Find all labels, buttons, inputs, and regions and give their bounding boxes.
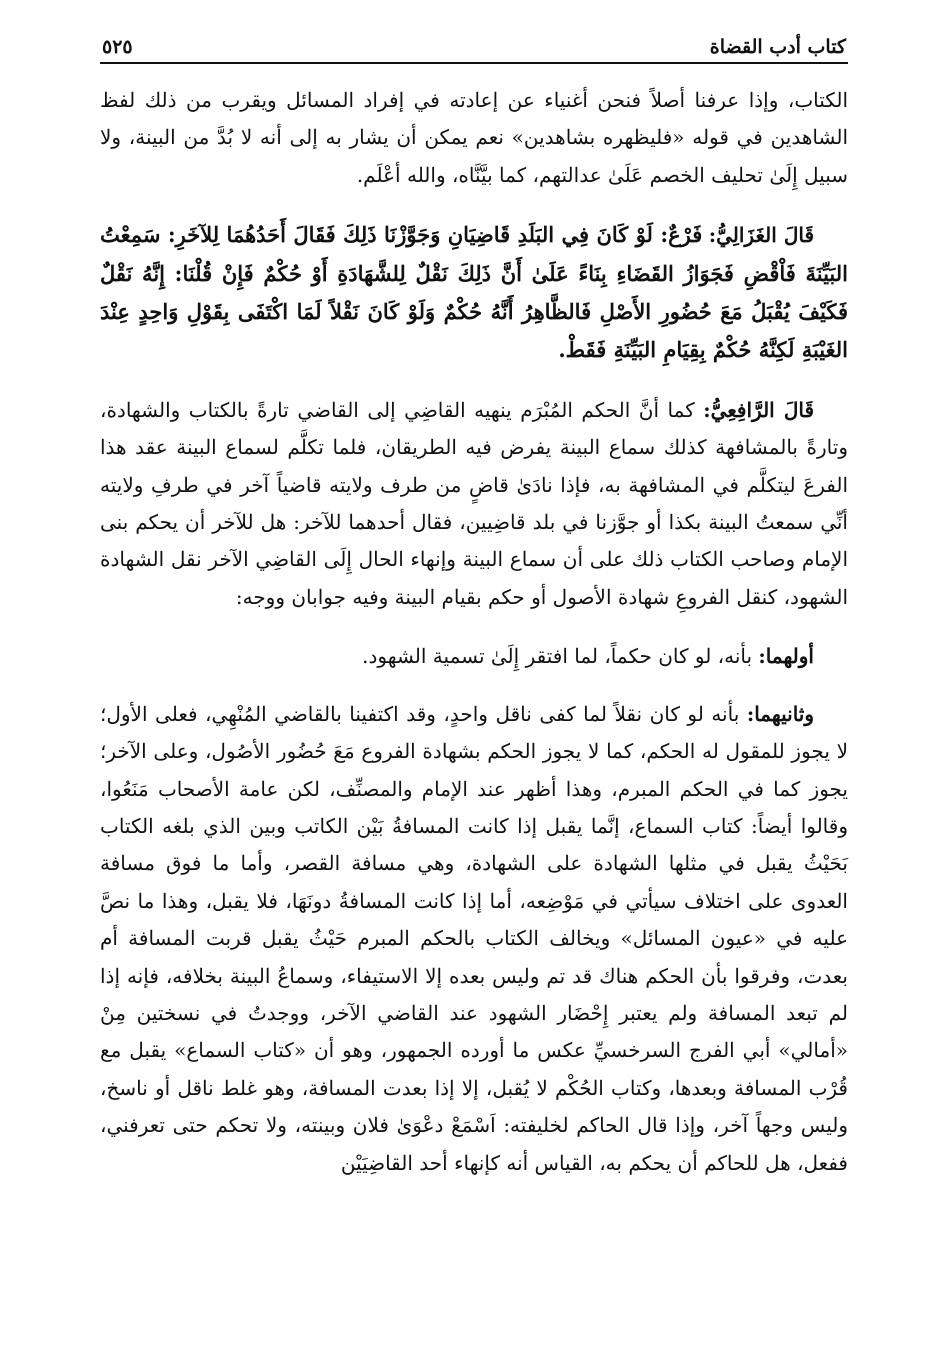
paragraph-text: الكتاب، وإذا عرفنا أصلاً فنحن أغنياء عن إعادته في إفراد المسائل ويقرب من ذلك لفظ الشاهدين في قوله «فليظهره بشاهدين» نعم يمكن أن يشار به إلى أنه لا بُدَّ من البينة، ولا سبيل إِلَىٰ تحليف الخصم عَلَىٰ عدالتهم، كما بيَّنَّاه، والله أعْلَم. (100, 88, 848, 187)
paragraph-continuation (100, 82, 848, 194)
ghazali-heading: قَالَ الغَزَالِيُّ: (708, 223, 814, 248)
rafii-heading: قَالَ الرَّافِعِيُّ: (703, 397, 815, 422)
paragraph-first-answer (100, 638, 848, 675)
second-answer-text: بأنه لو كان نقلاً لما كفى ناقل واحدٍ، وقد اكتفينا بالقاضي المُنْهِي، فعلى الأول؛ لا يجوز للمقول له الحكم، كما لا يجوز الحكم بشهادة الفروع مَعَ حُضُور الأصُول، وعلى الآخر؛ يجوز كما في الحكم المبرم، وهذا أظهر عند الإمام والمصنِّف، لكن عامة الأصحاب مَنَعُوا، وقالوا أيضاً: كتاب السماع، إنَّما يقبل إذا كانت المسافةُ بَيْن الكاتب وبين الذي بلغه الكتاب بَحَيْثُ يقبل في مثلها الشهادة على الشهادة، وهي مسافة القصر، وأما ما فوق مسافة العدوى على اختلاف سيأتي في مَوْضِعه، أما إذا كانت المسافةُ دونَهَا، فلا يقبل، وهذا ما نصَّ عليه في «عيون المسائل» ويخالف الكتاب بالحكم المبرم حَيْثُ يقبل قربت المسافة أم بعدت، وفرقوا بأن الحكم هناك قد تم وليس بعده إلا الاستيفاء، وسماعُ البينة بخلافه، فإنه إذا لم تبعد المسافة ولم يعتبر إِحْضَار الشهود عند القاضي الآخر، ووجدتُ في نسختين مِنْ «أمالي» أبي الفرج السرخسيِّ عكس ما أورده الجمهور، وهو أن «كتاب السماع» يقبل مع قُرْب المسافة وبعدها، وكتاب الحُكْم لا يُقبل، إلا إذا بعدت المسافة، وهو غلط ناقل أو ناسخ، وليس وجهاً آخر، وإذا قال الحاكم لخليفته: اَسْمَعْ دعْوَىٰ فلان وبينته، ولا تحكم حتى تعرفني، ففعل، هل للحاكم أن يحكم به، القياس أنه كإنهاء أحد القاضِيَيْن (100, 701, 848, 1175)
second-answer-heading: وثانيهما: (746, 701, 815, 726)
body-text (100, 82, 848, 1182)
running-title: كتاب أدب القضاة (709, 36, 846, 58)
book-page (100, 28, 848, 1204)
paragraph-rafii (100, 392, 848, 616)
paragraph-ghazali (100, 216, 848, 370)
running-header (100, 28, 848, 64)
first-answer-heading: أولهما: (758, 644, 814, 669)
rafii-commentary-text: كما أنَّ الحكم المُبْرَم ينهيه القاضِي إلى القاضي تارةً بالكتاب والشهادة، وتارةً بالمشافهة كذلك سماع البينة يفرض فيه الطريقان، فلما تكلَّم لسماع البينة عقد هذا الفرعَ ليتكلَّم في المشافهة به، فإذا نادَىٰ قاضٍ من طرف ولايته قاضياً آخر في طرفِ ولايته أنِّي سمعتُ البينة بكذا أو جوَّزنا في بلد قاضِيين، فقال أحدهما للآخر: هل للآخر أن يحكم بنى الإمام وصاحب الكتاب ذلك على أن سماع البينة وإنهاء الحال إِلَى القاضِي الآخر نقل الشهادة الشهود، كنقل الفروعِ شهادة الأصول أو حكم بقيام البينة وفيه جوابان ووجه: (100, 397, 848, 609)
page-number: ٥٢٥ (102, 36, 133, 58)
ghazali-matn-text: فَرْعٌ: لَوْ كَانَ فِي البَلَدِ قَاضِيَانِ وَجَوَّزْنَا ذَلِكَ فَقَالَ أَحَدُهُمَا لِلآخَرِ: سَمِعْتُ البَيِّنَةَ فَاْقْضِ فَجَوَازُ القَضَاءِ بِنَاءً عَلَىٰ أَنَّ ذَلِكَ نَقْلٌ لِلشَّهَادَةِ أَوْ حُكْمٌ فَإِنْ قُلْنَا: إِنَّهُ نَقْلٌ فَكَيْفَ يُقْبَلُ مَعَ حُضُورِ الأَصْلِ فَالظَّاهِرُ أَنَّهُ حُكْمٌ وَلَوْ كَانَ نَقْلاً لَمَا اكْتَفَى بِقَوْلِ وَاحِدٍ عِنْدَ الغَيْبَةِ لَكِنَّهُ حُكْمٌ بِقِيَامِ البَيِّنَةِ فَقَطْ. (100, 222, 848, 363)
first-answer-text: بأنه، لو كان حكماً، لما افتقر إِلَىٰ تسمية الشهود. (362, 644, 753, 669)
paragraph-second-answer (100, 696, 848, 1182)
